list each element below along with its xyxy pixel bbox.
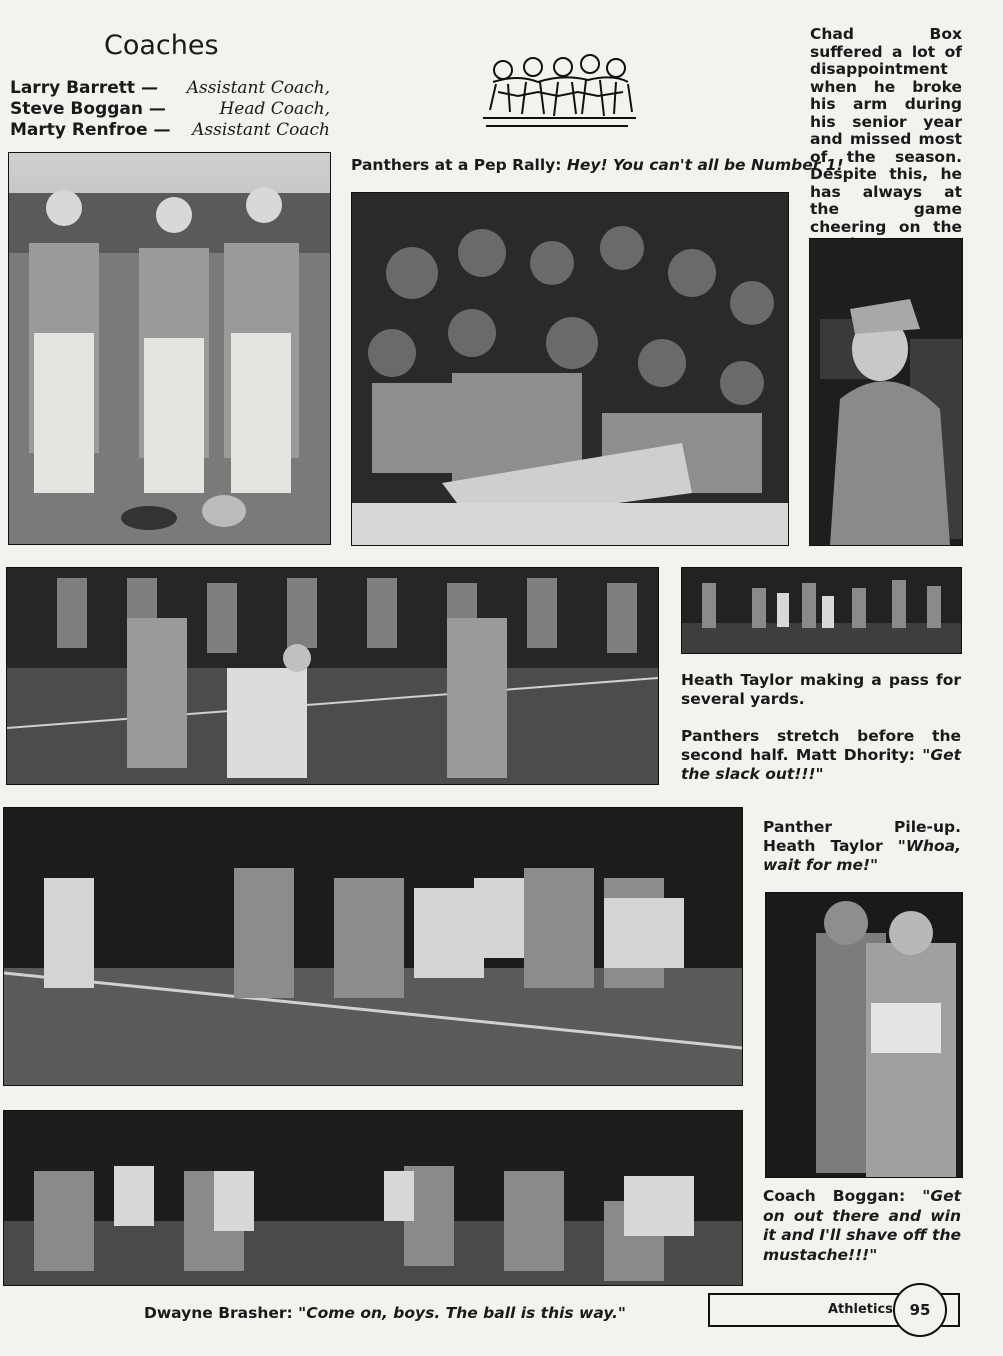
page-number: 95 — [893, 1283, 947, 1337]
dwayne-brasher-caption — [144, 1304, 704, 1322]
coach-role: Assistant Coach — [192, 120, 330, 140]
coach-role: Assistant Coach, — [186, 78, 330, 98]
caption-lead: Dwayne Brasher: — [144, 1304, 293, 1322]
heath-pass-caption: Heath Taylor making a pass for several yards. — [681, 671, 961, 708]
coach-line-barrett — [10, 78, 330, 99]
football-players-illustration — [478, 52, 638, 134]
chad-box-caption: Chad Box suffered a lot of disappointment when he broke his arm during his senior year and missed most of the season. Despite this, he has always at the game cheering on the — [810, 25, 962, 236]
heath-taylor-pass-photo — [681, 567, 962, 654]
coach-role: Head Coach, — [219, 99, 330, 119]
pep-rally-caption — [351, 156, 844, 174]
footer-section-label: Athletics — [828, 1302, 893, 1317]
caption-lead: Coach Boggan: — [763, 1187, 906, 1205]
coach-name: Steve Boggan — — [10, 99, 166, 119]
coaches-photo — [8, 152, 331, 545]
coach-line-boggan — [10, 99, 330, 120]
pileup-caption — [763, 818, 961, 875]
coaches-title: Coaches — [104, 30, 219, 61]
caption-lead: Panther Pile-up. Heath Taylor — [763, 818, 961, 855]
caption-quote: "Get on out there and win it and I'll shave off the mustache!!!" — [763, 1187, 961, 1264]
chad-box-photo — [809, 238, 963, 546]
caption-lead: Panthers at a Pep Rally: — [351, 156, 562, 174]
panther-pileup-photo — [3, 807, 743, 1086]
coach-line-renfroe — [10, 120, 330, 141]
coach-boggan-caption — [763, 1187, 961, 1265]
caption-lead: Panthers stretch before the second half. Matt Dhority: — [681, 727, 961, 764]
stretch-caption — [681, 727, 961, 784]
caption-quote: "Get the slack out!!!" — [681, 746, 961, 783]
caption-quote: "Come on, boys. The ball is this way." — [298, 1304, 626, 1322]
coach-name: Marty Renfroe — — [10, 120, 171, 140]
coach-name: Larry Barrett — — [10, 78, 158, 98]
dwayne-brasher-photo — [3, 1110, 743, 1286]
field-stretch-photo — [6, 567, 659, 785]
caption-quote: Hey! You can't all be Number 1! — [566, 156, 844, 174]
coaches-list — [10, 78, 330, 141]
caption-quote: "Whoa, wait for me!" — [763, 837, 961, 874]
coach-boggan-photo — [765, 892, 963, 1178]
pep-rally-photo — [351, 192, 789, 546]
